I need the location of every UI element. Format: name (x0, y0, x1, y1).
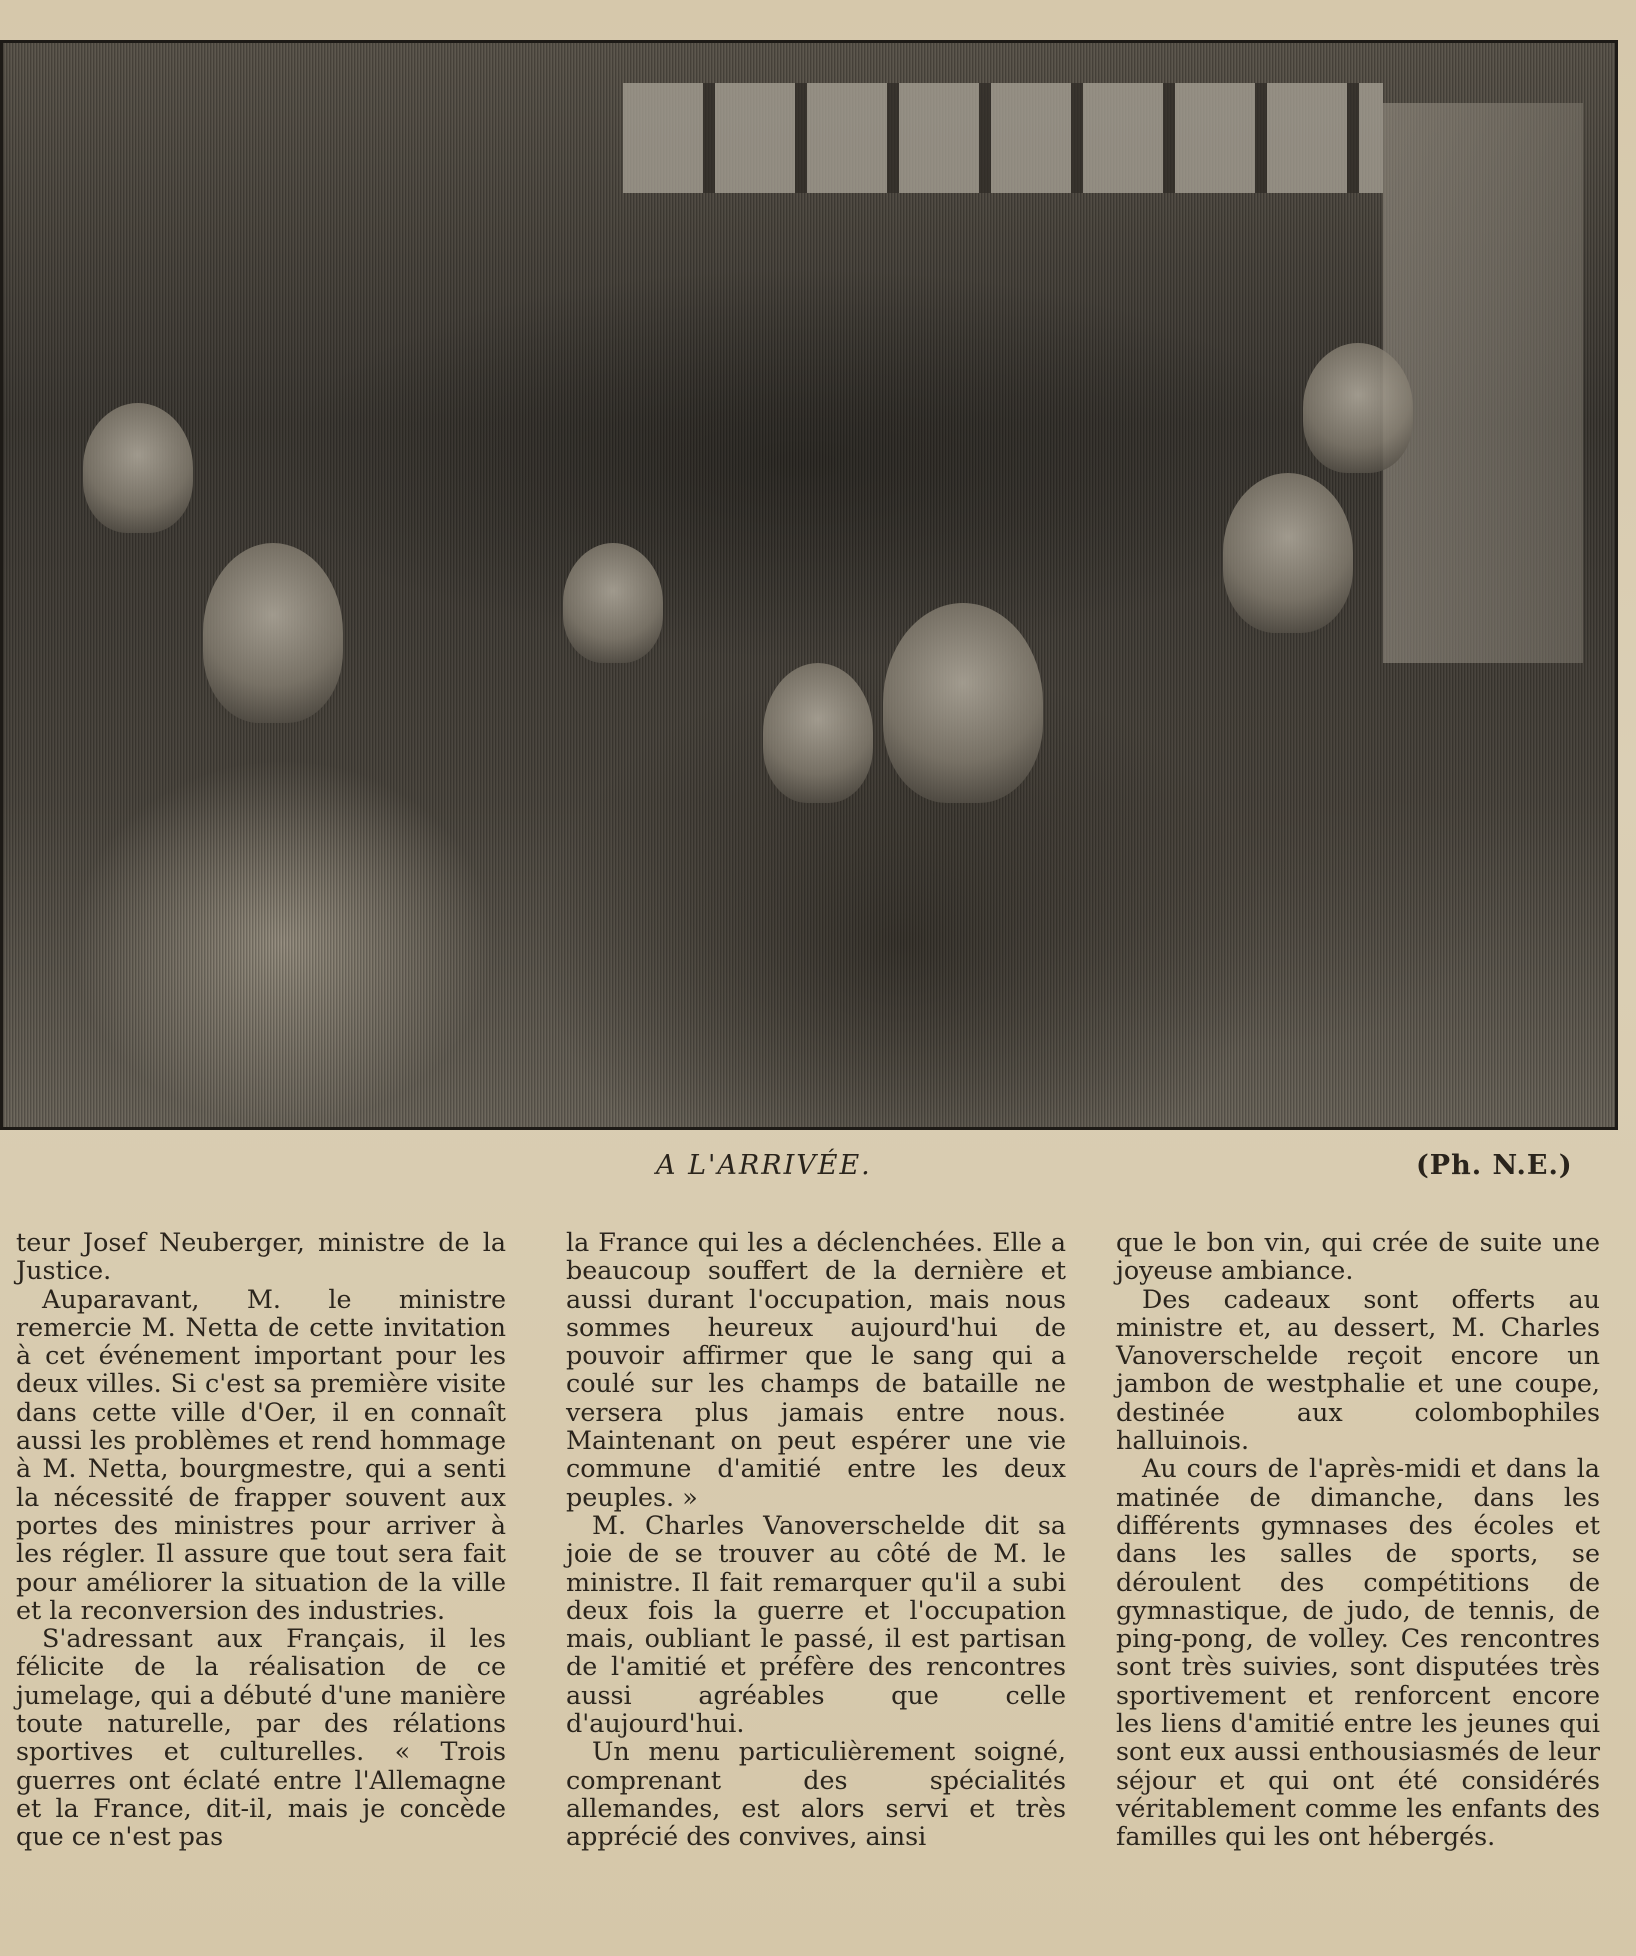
column-paragraph: la France qui les a déclenchées. Elle a beaucoup souffert de la dernière et aussi durant l'occupation, mais nous sommes heureux aujourd'hui de pouvoir affirmer que le sang qui a coulé sur les champs de bataille ne versera plus jamais entre nous. Maintenant on peut espérer une vie commune d'amitié entre les deux peuples. » (566, 1227, 1066, 1512)
column-paragraph: teur Josef Neuberger, ministre de la Justice. (16, 1227, 506, 1286)
crowd-photograph (0, 40, 1618, 1130)
column-paragraph: M. Charles Vanoverschelde dit sa joie de se trouver au côté de M. le ministre. Il fait remarquer qu'il a subi deux fois la guerre et l'occupation mais, oubliant le passé, il est partisan de l'amitié et préfère des rencontres aussi agréables que celle d'aujourd'hui. (566, 1509, 1066, 1739)
column-paragraph: S'adressant aux Français, il les félicite de la réalisation de ce jumelage, qui a débuté d'une manière toute naturelle, par des rélations sportives et culturelles. « Trois guerres ont éclaté entre l'Allemagne et la France, dit-il, mais je concède que ce n'est pas (16, 1623, 506, 1852)
photo-window-background (623, 83, 1383, 193)
photo-figure (203, 543, 343, 723)
photo-figure (883, 603, 1043, 803)
photo-figure (1303, 343, 1413, 473)
photo-figure (83, 403, 193, 533)
photo-figure (1223, 473, 1353, 633)
photo-credit: (Ph. N.E.) (1416, 1150, 1573, 1181)
photo-caption (0, 1150, 1636, 1190)
column-paragraph: Des cadeaux sont offerts au ministre et, au dessert, M. Charles Vanoverschelde reçoit encore un jambon de westphalie et une coupe, destinée aux colombophiles halluinois. (1116, 1283, 1600, 1456)
article-column-3 (1116, 1228, 1600, 1851)
article-column-1 (16, 1228, 506, 1851)
photo-figure (763, 663, 873, 803)
caption-title: A L'ARRIVÉE. (656, 1150, 872, 1181)
column-paragraph: Un menu particulièrement soigné, comprenant des spécialités allemandes, est alors servi et très apprécié des convives, ainsi (566, 1736, 1066, 1852)
article-column-2 (566, 1228, 1066, 1851)
column-paragraph: que le bon vin, qui crée de suite une joyeuse ambiance. (1116, 1227, 1600, 1286)
column-paragraph: Auparavant, M. le ministre remercie M. Netta de cette invitation à cet événement important pour les deux villes. Si c'est sa première visite dans cette ville d'Oer, il en connaît aussi les problèmes et rend hommage à M. Netta, bourgmestre, qui a senti la nécessité de frapper souvent aux portes des ministres pour arriver à les régler. Il assure que tout sera fait pour améliorer la situation de la ville et la reconversion des industries. (16, 1283, 506, 1625)
photo-figure (563, 543, 663, 663)
column-paragraph: Au cours de l'après-midi et dans la matinée de dimanche, dans les différents gymnases des écoles et dans les salles de sports, se déroulent des compétitions de gymnastique, de judo, de tennis, de ping-pong, de volley. Ces rencontres sont très suivies, sont disputées très sportivement et renforcent encore les liens d'amitié entre les jeunes qui sont eux aussi enthousiasmés de leur séjour et qui ont été considérés véritablement comme les enfants des familles qui les ont hébergés. (1116, 1453, 1600, 1852)
photo-wall-background (1383, 103, 1583, 663)
